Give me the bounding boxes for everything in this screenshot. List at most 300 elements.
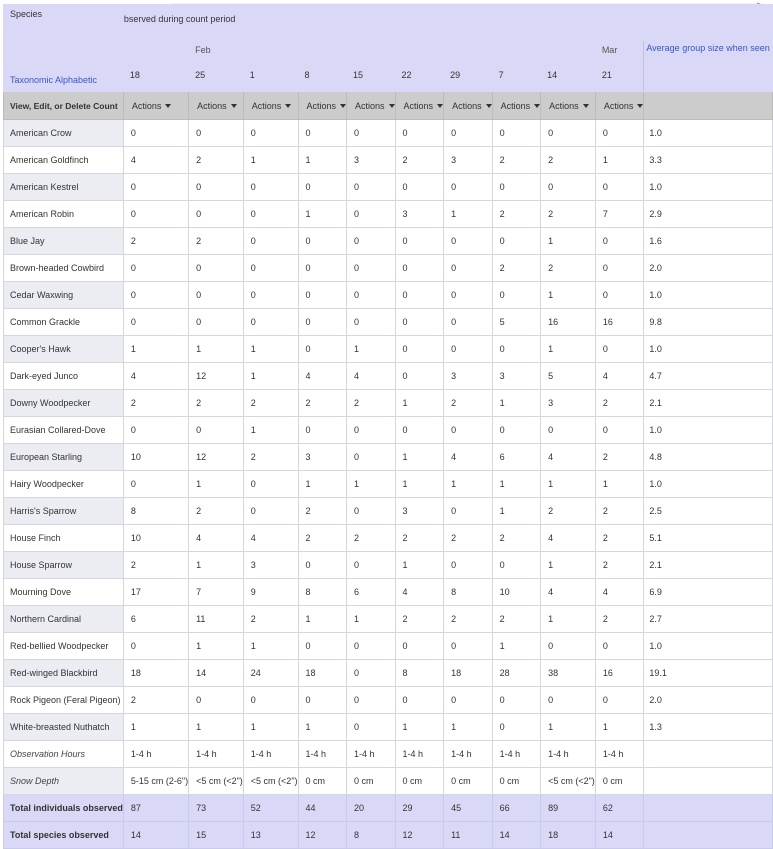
count-cell[interactable]: 1 (298, 606, 347, 633)
count-cell[interactable]: 0 (492, 228, 541, 255)
count-cell[interactable]: 24 (243, 660, 298, 687)
count-cell[interactable]: 0 (347, 201, 396, 228)
count-cell[interactable]: 1 (444, 714, 493, 741)
species-name: Brown-headed Cowbird (4, 255, 124, 282)
count-cell[interactable]: 16 (595, 660, 644, 687)
count-cell[interactable]: 0 (347, 633, 396, 660)
count-cell[interactable]: 1 (541, 552, 596, 579)
count-cell[interactable]: 6 (492, 444, 541, 471)
count-cell[interactable]: 0 (298, 174, 347, 201)
total-individuals-cell: 45 (444, 795, 493, 822)
count-cell[interactable]: 0 (492, 336, 541, 363)
count-cell[interactable]: 11 (189, 606, 244, 633)
total-species-row (4, 822, 773, 849)
count-cell[interactable]: 8 (395, 660, 444, 687)
count-cell[interactable]: 2 (123, 687, 188, 714)
count-cell[interactable]: 0 (541, 687, 596, 714)
count-cell[interactable]: 4 (243, 525, 298, 552)
count-cell[interactable]: 2 (492, 606, 541, 633)
count-cell[interactable]: 1 (243, 147, 298, 174)
count-cell[interactable]: 1 (492, 471, 541, 498)
snow-depth-cell: 0 cm (298, 768, 347, 795)
species-name: American Crow (4, 120, 124, 147)
caret-down-icon (534, 104, 540, 108)
snow-depth-avg-blank (644, 768, 772, 795)
actions-dropdown-button[interactable] (395, 92, 444, 120)
count-cell[interactable]: 0 (595, 174, 644, 201)
count-cell[interactable]: 0 (444, 498, 493, 525)
average-group-size-header[interactable]: Average group size when seen (644, 5, 772, 92)
count-cell[interactable]: 1 (541, 606, 596, 633)
taxonomic-sort-link[interactable]: Taxonomic Alphabetic (4, 59, 124, 92)
count-cell[interactable]: 0 (243, 255, 298, 282)
count-cell[interactable]: 0 (347, 660, 396, 687)
count-cell[interactable]: 1 (243, 633, 298, 660)
count-cell[interactable]: 0 (123, 309, 188, 336)
count-cell[interactable]: 0 (492, 174, 541, 201)
count-cell[interactable]: 0 (347, 282, 396, 309)
count-cell[interactable]: 1 (541, 336, 596, 363)
count-cell[interactable]: 0 (298, 228, 347, 255)
count-cell[interactable]: 1 (492, 390, 541, 417)
count-cell[interactable]: 0 (395, 363, 444, 390)
total-individuals-cell: 20 (347, 795, 396, 822)
count-cell[interactable]: 0 (298, 417, 347, 444)
count-cell[interactable]: 0 (444, 552, 493, 579)
count-cell[interactable]: 0 (298, 336, 347, 363)
actions-dropdown-button[interactable] (595, 92, 644, 120)
species-name: Mourning Dove (4, 579, 124, 606)
count-cell[interactable]: 0 (492, 687, 541, 714)
count-cell[interactable]: 1 (298, 201, 347, 228)
count-cell[interactable]: 16 (595, 309, 644, 336)
count-cell[interactable]: 2 (298, 390, 347, 417)
count-cell[interactable]: 0 (595, 255, 644, 282)
species-row (4, 390, 773, 417)
count-cell[interactable]: 1 (298, 471, 347, 498)
total-species-cell: 8 (347, 822, 396, 849)
species-name: Harris's Sparrow (4, 498, 124, 525)
count-cell[interactable]: 2 (189, 498, 244, 525)
count-cell[interactable]: 8 (444, 579, 493, 606)
count-cell[interactable]: 1 (541, 282, 596, 309)
count-cell[interactable]: 0 (298, 120, 347, 147)
count-cell[interactable]: 7 (189, 579, 244, 606)
species-row (4, 687, 773, 714)
count-cell[interactable]: 0 (347, 174, 396, 201)
species-name: Red-bellied Woodpecker (4, 633, 124, 660)
species-name: House Sparrow (4, 552, 124, 579)
count-cell[interactable]: 4 (444, 444, 493, 471)
count-cell[interactable]: 1 (395, 390, 444, 417)
count-cell[interactable]: 1 (347, 471, 396, 498)
count-cell[interactable]: 2 (444, 525, 493, 552)
species-name: Downy Woodpecker (4, 390, 124, 417)
count-cell[interactable]: 0 (444, 255, 493, 282)
count-cell[interactable]: 18 (123, 660, 188, 687)
day-column-header: 29 (444, 59, 493, 92)
count-cell[interactable]: 1 (395, 552, 444, 579)
count-cell[interactable]: 0 (444, 687, 493, 714)
count-cell[interactable]: 2 (347, 390, 396, 417)
count-cell[interactable]: 1 (189, 552, 244, 579)
species-row (4, 714, 773, 741)
count-cell[interactable]: 2 (541, 498, 596, 525)
count-cell[interactable]: 3 (492, 363, 541, 390)
snow-depth-cell: <5 cm (<2") (541, 768, 596, 795)
observation-hours-cell: 1-4 h (243, 741, 298, 768)
count-cell[interactable]: 1 (395, 714, 444, 741)
count-cell[interactable]: 0 (123, 120, 188, 147)
actions-dropdown-button[interactable] (243, 92, 298, 120)
count-cell[interactable]: 2 (595, 390, 644, 417)
day-column-header: 18 (123, 59, 188, 92)
count-cell[interactable]: 0 (395, 417, 444, 444)
count-cell[interactable]: 2 (123, 390, 188, 417)
species-row (4, 633, 773, 660)
count-cell[interactable]: 8 (298, 579, 347, 606)
count-cell[interactable]: 4 (189, 525, 244, 552)
species-name: Rock Pigeon (Feral Pigeon) (4, 687, 124, 714)
count-cell[interactable]: 4 (595, 579, 644, 606)
count-cell[interactable]: 0 (395, 174, 444, 201)
count-cell[interactable]: 2 (243, 444, 298, 471)
actions-button-label: Actions (403, 100, 434, 111)
species-row (4, 525, 773, 552)
species-row (4, 579, 773, 606)
count-cell[interactable]: 2 (243, 390, 298, 417)
count-cell[interactable]: 2 (243, 606, 298, 633)
count-cell[interactable]: 17 (123, 579, 188, 606)
count-cell[interactable]: 0 (243, 228, 298, 255)
average-cell: 1.0 (644, 417, 772, 444)
count-cell[interactable]: 10 (492, 579, 541, 606)
count-cell[interactable]: 4 (347, 363, 396, 390)
count-cell[interactable]: 0 (347, 228, 396, 255)
observation-hours-cell: 1-4 h (298, 741, 347, 768)
count-cell[interactable]: 1 (243, 417, 298, 444)
count-cell[interactable]: 2 (123, 228, 188, 255)
count-cell[interactable]: 0 (243, 282, 298, 309)
count-cell[interactable]: 0 (298, 633, 347, 660)
count-cell[interactable]: 0 (123, 282, 188, 309)
count-cell[interactable]: 1 (492, 498, 541, 525)
count-cell[interactable]: 0 (243, 201, 298, 228)
count-cell[interactable]: 1 (189, 471, 244, 498)
species-name: Common Grackle (4, 309, 124, 336)
count-cell[interactable]: 2 (492, 147, 541, 174)
count-cell[interactable]: 1 (243, 336, 298, 363)
count-cell[interactable]: 0 (395, 687, 444, 714)
count-cell[interactable]: 2 (444, 606, 493, 633)
count-cell[interactable]: 12 (189, 444, 244, 471)
count-cell[interactable]: 2 (595, 498, 644, 525)
count-cell[interactable]: 4 (595, 363, 644, 390)
count-cell[interactable]: 0 (395, 633, 444, 660)
count-cell[interactable]: 2 (189, 390, 244, 417)
average-cell: 1.6 (644, 228, 772, 255)
count-cell[interactable]: 5 (492, 309, 541, 336)
average-cell: 4.7 (644, 363, 772, 390)
count-cell[interactable]: 0 (347, 498, 396, 525)
count-cell[interactable]: 0 (541, 633, 596, 660)
count-cell[interactable]: 0 (298, 255, 347, 282)
average-cell: 2.1 (644, 552, 772, 579)
species-row (4, 174, 773, 201)
count-cell[interactable]: 3 (395, 498, 444, 525)
day-column-header: 22 (395, 59, 444, 92)
count-cell[interactable]: 0 (189, 417, 244, 444)
count-cell[interactable]: 0 (243, 471, 298, 498)
count-cell[interactable]: 2 (395, 147, 444, 174)
count-cell[interactable]: 10 (123, 444, 188, 471)
total-individuals-cell: 44 (298, 795, 347, 822)
count-cell[interactable]: 2 (595, 444, 644, 471)
total-individuals-cell: 29 (395, 795, 444, 822)
count-cell[interactable]: 1 (541, 471, 596, 498)
count-cell[interactable]: 4 (123, 363, 188, 390)
count-cell[interactable]: 0 (243, 174, 298, 201)
count-cell[interactable]: 2 (123, 552, 188, 579)
count-cell[interactable]: 0 (444, 282, 493, 309)
count-cell[interactable]: 1 (189, 336, 244, 363)
count-cell[interactable]: 2 (541, 201, 596, 228)
count-cell[interactable]: 0 (541, 174, 596, 201)
count-cell[interactable]: 0 (347, 309, 396, 336)
count-cell[interactable]: 38 (541, 660, 596, 687)
count-cell[interactable]: 1 (298, 714, 347, 741)
count-cell[interactable]: 0 (595, 417, 644, 444)
count-cell[interactable]: 0 (243, 687, 298, 714)
count-cell[interactable]: 0 (395, 282, 444, 309)
count-cell[interactable]: 0 (189, 201, 244, 228)
count-cell[interactable]: 1 (395, 471, 444, 498)
species-row (4, 552, 773, 579)
total-species-avg-blank (644, 822, 772, 849)
count-cell[interactable]: 0 (595, 282, 644, 309)
count-cell[interactable]: 3 (347, 147, 396, 174)
count-cell[interactable]: 0 (492, 417, 541, 444)
species-row (4, 336, 773, 363)
count-cell[interactable]: 0 (347, 687, 396, 714)
species-row (4, 471, 773, 498)
count-cell[interactable]: 0 (123, 255, 188, 282)
count-cell[interactable]: 9 (243, 579, 298, 606)
observation-hours-cell: 1-4 h (541, 741, 596, 768)
snow-depth-cell: <5 cm (<2") (189, 768, 244, 795)
count-cell[interactable]: 6 (123, 606, 188, 633)
count-cell[interactable]: 2 (444, 390, 493, 417)
count-cell[interactable]: 0 (541, 417, 596, 444)
count-cell[interactable]: 0 (347, 120, 396, 147)
count-cell[interactable]: 4 (298, 363, 347, 390)
count-cell[interactable]: 0 (347, 417, 396, 444)
count-cell[interactable]: 0 (189, 309, 244, 336)
count-cell[interactable]: 4 (395, 579, 444, 606)
count-cell[interactable]: 0 (347, 552, 396, 579)
count-cell[interactable]: 16 (541, 309, 596, 336)
count-cell[interactable]: 2 (595, 525, 644, 552)
count-cell[interactable]: 0 (492, 714, 541, 741)
count-cell[interactable]: 3 (243, 552, 298, 579)
count-cell[interactable]: 0 (123, 417, 188, 444)
count-cell[interactable]: 0 (298, 309, 347, 336)
count-cell[interactable]: 2 (541, 147, 596, 174)
count-cell[interactable]: 1 (347, 606, 396, 633)
total-individuals-row (4, 795, 773, 822)
count-cell[interactable]: 0 (595, 687, 644, 714)
actions-dropdown-button[interactable] (541, 92, 596, 120)
count-cell[interactable]: 2 (595, 606, 644, 633)
count-cell[interactable]: 0 (395, 336, 444, 363)
actions-button-label: Actions (452, 100, 482, 111)
count-cell[interactable]: 4 (541, 525, 596, 552)
species-name: European Starling (4, 444, 124, 471)
count-cell[interactable]: 2 (541, 255, 596, 282)
count-cell[interactable]: 3 (444, 363, 493, 390)
count-cell[interactable]: 1 (444, 201, 493, 228)
count-cell[interactable]: 0 (123, 201, 188, 228)
species-row (4, 282, 773, 309)
count-cell[interactable]: 1 (347, 336, 396, 363)
count-cell[interactable]: 0 (123, 174, 188, 201)
count-cell[interactable]: 0 (395, 255, 444, 282)
count-cell[interactable]: 0 (444, 309, 493, 336)
average-cell: 2.7 (644, 606, 772, 633)
count-cell[interactable]: 2 (298, 525, 347, 552)
count-cell[interactable]: 0 (492, 120, 541, 147)
count-cell[interactable]: 2 (395, 606, 444, 633)
count-cell[interactable]: 18 (444, 660, 493, 687)
count-cell[interactable]: 4 (123, 147, 188, 174)
species-name: Blue Jay (4, 228, 124, 255)
count-cell[interactable]: 4 (541, 444, 596, 471)
count-cell[interactable]: 1 (492, 633, 541, 660)
count-cell[interactable]: 0 (444, 174, 493, 201)
count-cell[interactable]: 12 (189, 363, 244, 390)
count-cell[interactable]: 0 (492, 552, 541, 579)
count-cell[interactable]: 1 (243, 714, 298, 741)
count-cell[interactable]: 0 (347, 714, 396, 741)
count-cell[interactable]: 0 (189, 174, 244, 201)
count-cell[interactable]: 0 (189, 282, 244, 309)
total-species-cell: 12 (395, 822, 444, 849)
count-cell[interactable]: 0 (595, 120, 644, 147)
count-cell[interactable]: 4 (541, 579, 596, 606)
actions-dropdown-button[interactable] (189, 92, 244, 120)
count-cell[interactable]: 7 (595, 201, 644, 228)
snow-depth-cell: 5-15 cm (2-6") (123, 768, 188, 795)
average-cell: 6.9 (644, 579, 772, 606)
count-cell[interactable]: 0 (444, 417, 493, 444)
count-cell[interactable]: 10 (123, 525, 188, 552)
count-cell[interactable]: 0 (595, 336, 644, 363)
count-cell[interactable]: 2 (492, 201, 541, 228)
actions-dropdown-button[interactable] (444, 92, 493, 120)
count-cell[interactable]: 0 (123, 471, 188, 498)
count-cell[interactable]: 0 (395, 309, 444, 336)
count-cell[interactable]: 0 (189, 687, 244, 714)
count-cell[interactable]: 1 (595, 471, 644, 498)
count-cell[interactable]: 0 (298, 282, 347, 309)
average-cell: 1.0 (644, 174, 772, 201)
total-individuals-cell: 66 (492, 795, 541, 822)
count-cell[interactable]: 0 (189, 120, 244, 147)
observation-hours-avg-blank (644, 741, 772, 768)
count-cell[interactable]: 1 (541, 228, 596, 255)
count-cell[interactable]: 0 (189, 255, 244, 282)
count-cell[interactable]: 1 (595, 714, 644, 741)
count-cell[interactable]: 5 (541, 363, 596, 390)
count-cell[interactable]: 28 (492, 660, 541, 687)
count-cell[interactable]: 6 (347, 579, 396, 606)
count-cell[interactable]: 2 (492, 255, 541, 282)
observation-hours-cell: 1-4 h (189, 741, 244, 768)
count-cell[interactable]: 1 (123, 714, 188, 741)
count-cell[interactable]: 0 (444, 336, 493, 363)
count-cell[interactable]: 0 (347, 444, 396, 471)
count-cell[interactable]: 3 (541, 390, 596, 417)
count-cell[interactable]: 3 (395, 201, 444, 228)
count-cell[interactable]: 1 (189, 633, 244, 660)
count-cell[interactable]: 0 (298, 687, 347, 714)
count-cell[interactable]: 1 (123, 336, 188, 363)
count-cell[interactable]: 2 (347, 525, 396, 552)
count-cell[interactable]: 1 (595, 147, 644, 174)
total-species-cell: 15 (189, 822, 244, 849)
count-cell[interactable]: 3 (444, 147, 493, 174)
count-cell[interactable]: 0 (595, 633, 644, 660)
count-cell[interactable]: 0 (243, 120, 298, 147)
count-cell[interactable]: 0 (541, 120, 596, 147)
count-cell[interactable]: 0 (243, 498, 298, 525)
total-species-cell: 14 (492, 822, 541, 849)
actions-dropdown-button[interactable] (123, 92, 188, 120)
count-cell[interactable]: 0 (444, 228, 493, 255)
count-cell[interactable]: 0 (123, 633, 188, 660)
count-cell[interactable]: 2 (189, 147, 244, 174)
count-cell[interactable]: 0 (395, 120, 444, 147)
total-species-cell: 14 (123, 822, 188, 849)
count-cell[interactable]: 2 (595, 552, 644, 579)
count-cell[interactable]: 1 (444, 471, 493, 498)
actions-dropdown-button[interactable] (492, 92, 541, 120)
count-cell[interactable]: 0 (595, 228, 644, 255)
actions-dropdown-button[interactable] (298, 92, 347, 120)
count-cell[interactable]: 0 (347, 255, 396, 282)
count-cell[interactable]: 18 (298, 660, 347, 687)
count-cell[interactable]: 1 (298, 147, 347, 174)
count-cell[interactable]: 14 (189, 660, 244, 687)
count-cell[interactable]: 8 (123, 498, 188, 525)
count-cell[interactable]: 0 (298, 552, 347, 579)
count-cell[interactable]: 0 (243, 309, 298, 336)
count-cell[interactable]: 1 (541, 714, 596, 741)
count-cell[interactable]: 1 (395, 444, 444, 471)
count-cell[interactable]: 0 (444, 120, 493, 147)
count-cell[interactable]: 0 (492, 282, 541, 309)
count-cell[interactable]: 0 (395, 228, 444, 255)
count-cell[interactable]: 3 (298, 444, 347, 471)
count-cell[interactable]: 2 (395, 525, 444, 552)
count-cell[interactable]: 2 (492, 525, 541, 552)
count-cell[interactable]: 2 (189, 228, 244, 255)
count-cell[interactable]: 1 (189, 714, 244, 741)
count-cell[interactable]: 2 (298, 498, 347, 525)
actions-dropdown-button[interactable] (347, 92, 396, 120)
count-cell[interactable]: 1 (243, 363, 298, 390)
count-cell[interactable]: 0 (444, 633, 493, 660)
